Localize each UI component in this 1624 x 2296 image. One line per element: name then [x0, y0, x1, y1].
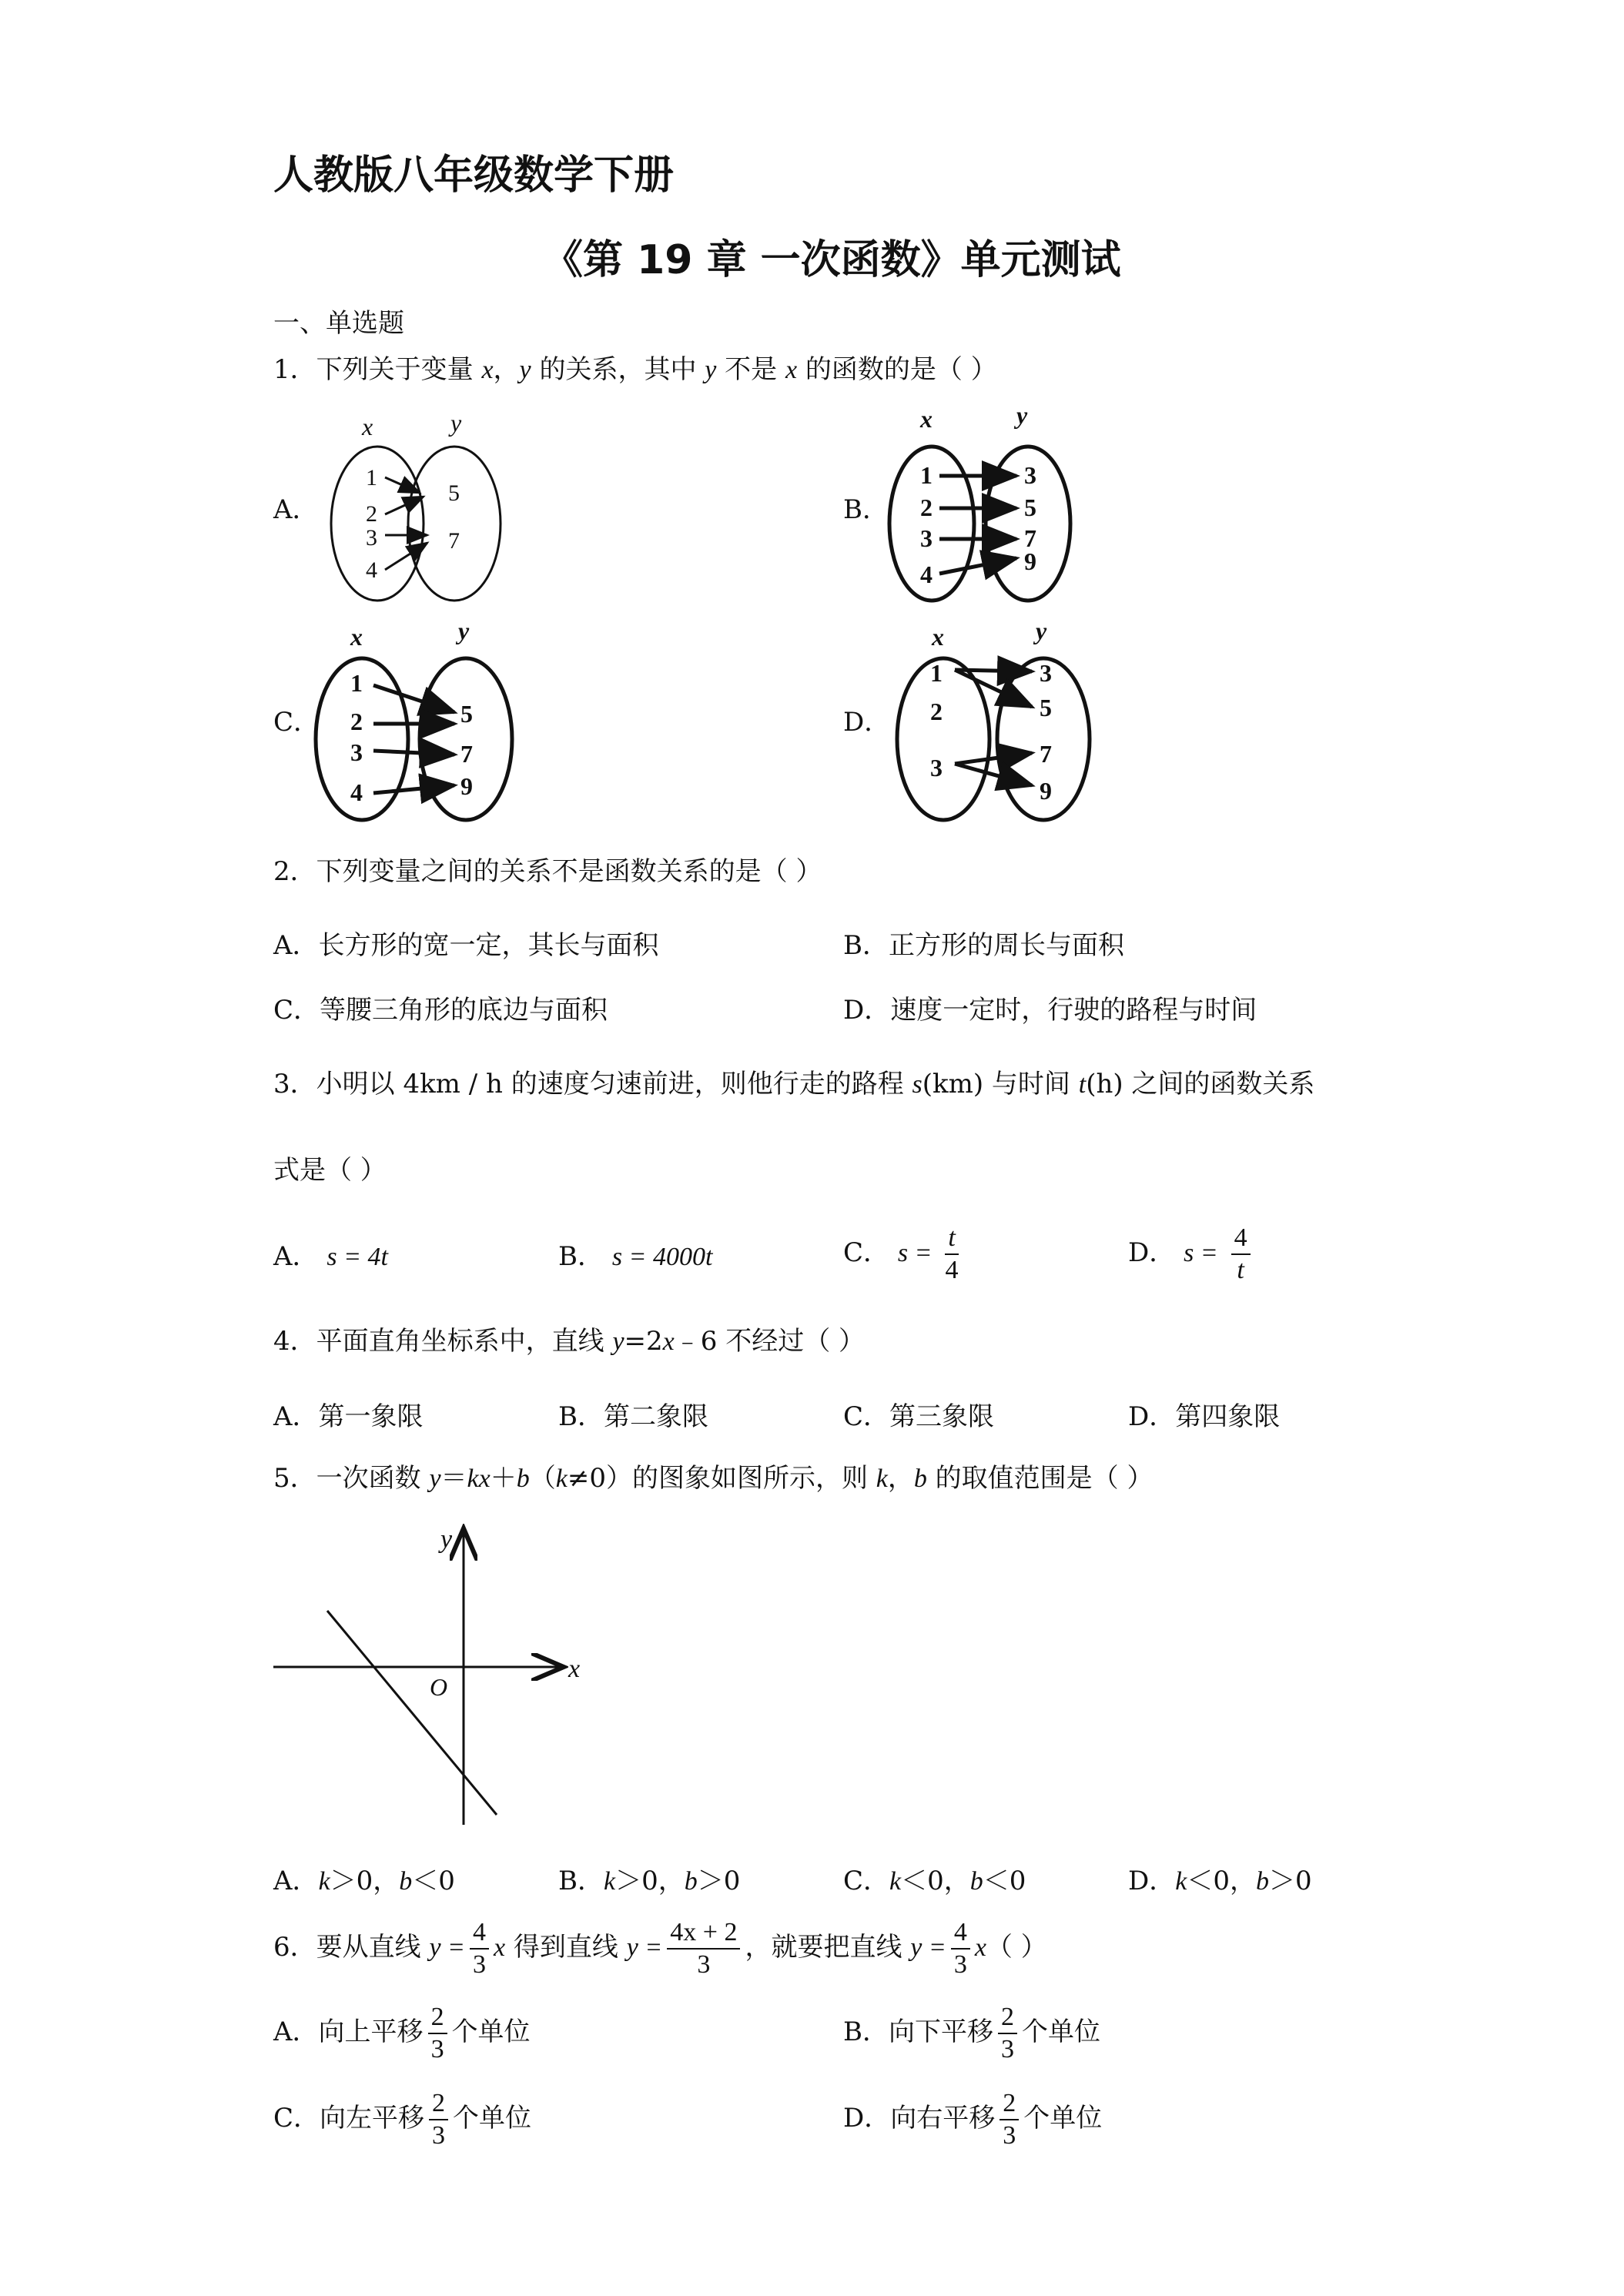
diagram-a-x4: 4	[366, 557, 377, 583]
q4-option-a[interactable]: A．第一象限	[273, 1401, 424, 1432]
q4-option-d[interactable]: D．第四象限	[1128, 1401, 1281, 1432]
diagram-c-x2: 2	[350, 708, 363, 735]
q4-option-c[interactable]: C．第三象限	[843, 1401, 995, 1432]
diagram-a-y2: 7	[448, 528, 460, 554]
diagram-c-set-y: y	[458, 617, 470, 644]
q5-option-a[interactable]: A．k＞0，b＜0	[273, 1866, 455, 1896]
q3-option-b[interactable]: B． s = 4000t	[558, 1241, 713, 1272]
q1-option-c-label[interactable]: C．	[273, 707, 320, 738]
diagram-d-y4: 9	[1040, 777, 1052, 805]
diagram-c	[316, 658, 512, 820]
diagram-a-x1: 1	[366, 465, 377, 490]
q6-option-d-fraction: $\frac{2}{3}$	[1000, 2088, 1019, 2151]
q6-stem: 6．要从直线 y = $\frac{4}{3}$ x 得到直线 y = $\frac{4x + 2}{3}$ ，就要把直线 y = $\frac{4}{3}$ x（ ）	[273, 1918, 1047, 1979]
q6-eq3-fraction: $\frac{4}{3}$	[951, 1917, 970, 1980]
q6-option-b-fraction: $\frac{2}{3}$	[998, 2002, 1017, 2065]
diagram-c-y1: 5	[460, 700, 473, 728]
q3-stem-continued: 式是（ ）	[273, 1155, 387, 1186]
q5-option-c[interactable]: C．k＜0，b＜0	[843, 1866, 1026, 1896]
diagram-a-set-y: y	[450, 409, 462, 437]
series-title: 人教版八年级数学下册	[273, 152, 675, 199]
diagram-a-y1: 5	[448, 480, 460, 506]
diagram-c-x4: 4	[350, 778, 363, 806]
q6-option-d[interactable]: D．向右平移 $\frac{2}{3}$ 个单位	[843, 2089, 1103, 2150]
q1-mapping-diagrams	[0, 0, 1624, 847]
diagram-d-y2: 5	[1040, 694, 1052, 721]
q5-stem: 5．一次函数 y＝kx＋b（k≠0）的图象如图所示，则 k，b 的取值范围是（ ）	[273, 1463, 1154, 1494]
diagram-c-set-x: x	[350, 623, 363, 651]
q3-option-a[interactable]: A． s = 4t	[273, 1241, 388, 1272]
diagram-a-set-x: x	[362, 413, 373, 440]
q2-option-c[interactable]: C．等腰三角形的底边与面积	[273, 995, 608, 1026]
q2-stem: 2．下列变量之间的关系不是函数关系的是（ ）	[273, 856, 822, 887]
diagram-d-x1: 1	[930, 659, 943, 687]
function-line	[327, 1611, 497, 1815]
section-heading: 一、单选题	[273, 308, 404, 339]
q6-option-a-fraction: $\frac{2}{3}$	[428, 2002, 447, 2065]
q6-option-a[interactable]: A．向上平移 $\frac{2}{3}$ 个单位	[273, 2003, 531, 2063]
q3-option-c[interactable]: C． s = $\frac{t}{4}$	[843, 1223, 959, 1284]
x-axis-label: x	[568, 1655, 581, 1683]
diagram-d	[897, 658, 1090, 820]
q3-option-d-fraction: $\frac{4}{t}$	[1231, 1223, 1251, 1286]
diagram-b-x1: 1	[920, 461, 933, 489]
diagram-d-y1: 3	[1040, 659, 1052, 687]
q2-option-b[interactable]: B．正方形的周长与面积	[843, 930, 1124, 961]
diagram-c-x1: 1	[350, 669, 363, 697]
diagram-b-y4: 9	[1024, 547, 1036, 575]
q6-option-c[interactable]: C．向左平移 $\frac{2}{3}$ 个单位	[273, 2089, 532, 2150]
q1-option-a-label[interactable]: A．	[273, 494, 319, 525]
diagram-a-x2: 2	[366, 501, 377, 527]
q6-eq1-fraction: $\frac{4}{3}$	[470, 1917, 489, 1980]
diagram-b-x3: 3	[920, 524, 933, 552]
diagram-d-set-y: y	[1036, 617, 1047, 644]
q6-eq2-fraction: $\frac{4x + 2}{3}$	[667, 1917, 740, 1980]
origin-label: O	[430, 1673, 448, 1701]
diagram-d-x3: 3	[930, 754, 943, 782]
q3-stem: 3．小明以 4km / h 的速度匀速前进，则他行走的路程 s(km) 与时间 t(h) 之间的函数关系	[273, 1069, 1315, 1099]
diagram-c-x3: 3	[350, 738, 363, 766]
q1-option-b-label[interactable]: B．	[843, 494, 889, 525]
q3-option-c-fraction: $\frac{t}{4}$	[945, 1223, 959, 1284]
diagram-b	[889, 447, 1070, 601]
q1-stem: 1．下列关于变量 x，y 的关系，其中 y 不是 x 的函数的是（ ）	[273, 354, 997, 385]
q1-option-d-label[interactable]: D．	[843, 707, 891, 738]
diagram-b-set-x: x	[920, 405, 933, 433]
diagram-d-set-x: x	[932, 623, 944, 651]
q6-option-b[interactable]: B．向下平移 $\frac{2}{3}$ 个单位	[843, 2003, 1100, 2063]
diagram-b-y2: 5	[1024, 494, 1036, 521]
q5-option-d[interactable]: D．k＜0，b＞0	[1128, 1866, 1312, 1896]
q2-option-d[interactable]: D．速度一定时，行驶的路程与时间	[843, 995, 1257, 1026]
q4-option-b[interactable]: B．第二象限	[558, 1401, 708, 1432]
diagram-b-y1: 3	[1024, 461, 1036, 489]
diagram-c-y3: 9	[460, 772, 473, 800]
diagram-a	[331, 447, 501, 601]
q2-option-a[interactable]: A．长方形的宽一定，其长与面积	[273, 930, 659, 961]
y-axis-label: y	[440, 1525, 453, 1554]
q5-graph	[262, 1517, 601, 1840]
diagram-d-x2: 2	[930, 698, 943, 725]
diagram-b-y3: 7	[1024, 524, 1036, 552]
diagram-b-x2: 2	[920, 494, 933, 521]
diagram-c-y2: 7	[460, 740, 473, 768]
q5-option-b[interactable]: B．k＞0，b＞0	[558, 1866, 741, 1896]
q4-stem: 4．平面直角坐标系中，直线 y=2x﹣6 不经过（ ）	[273, 1326, 866, 1357]
diagram-b-x4: 4	[920, 561, 933, 588]
diagram-b-set-y: y	[1016, 401, 1028, 429]
diagram-a-x3: 3	[366, 525, 377, 551]
q3-option-d[interactable]: D． s = $\frac{4}{t}$	[1128, 1223, 1255, 1286]
page-title: 《第 19 章 一次函数》单元测试	[543, 237, 1121, 283]
diagram-d-y3: 7	[1040, 740, 1052, 768]
q6-option-c-fraction: $\frac{2}{3}$	[429, 2088, 448, 2151]
